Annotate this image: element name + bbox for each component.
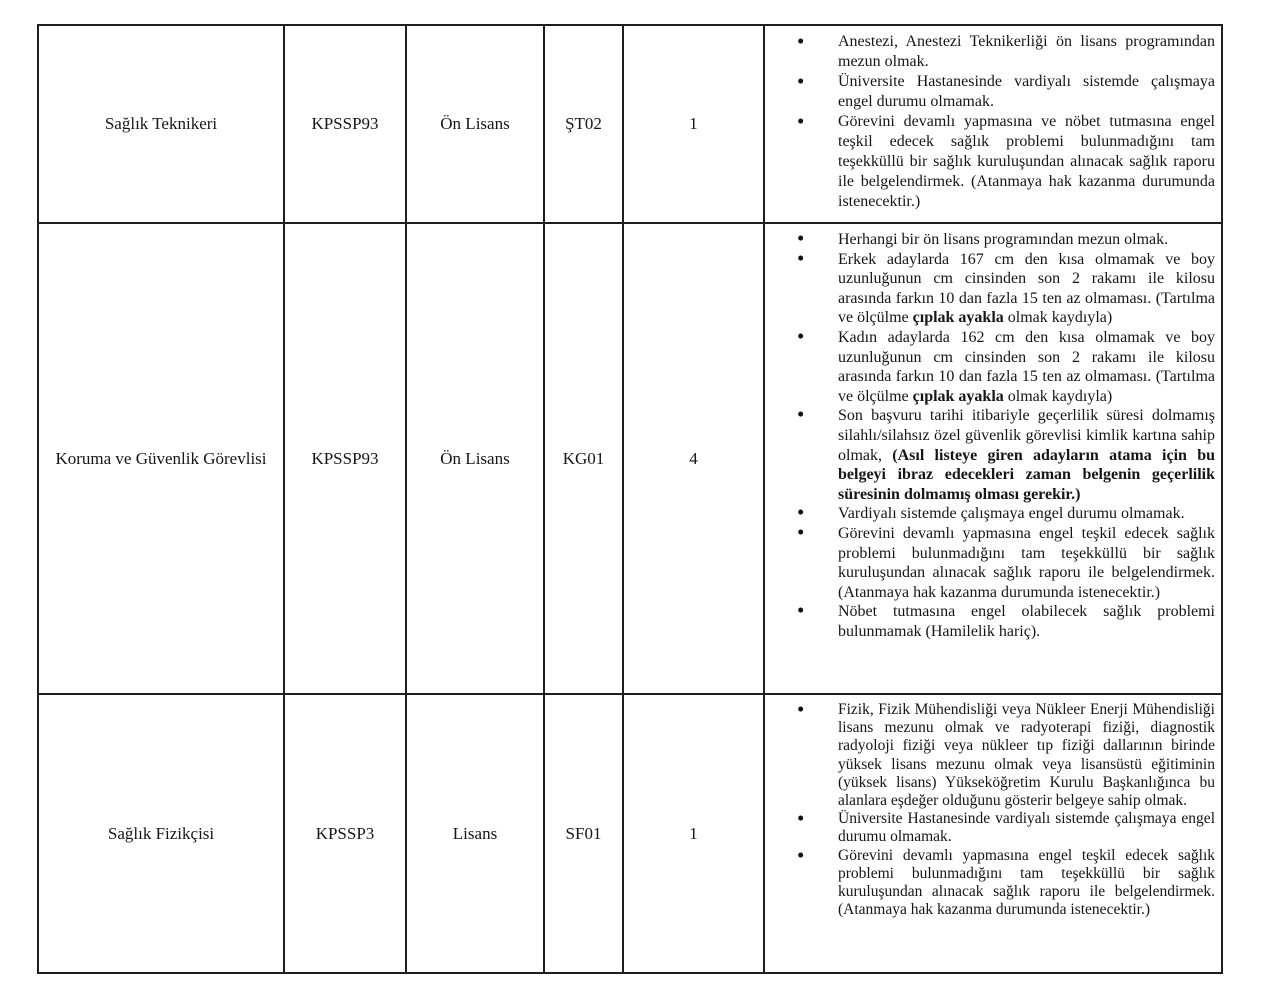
education-level-cell: Lisans bbox=[406, 694, 544, 973]
requirement-text: Üniversite Hastanesinde vardiyalı sistemde çalışmaya engel durumu olmamak. bbox=[838, 810, 1215, 846]
requirements-list bbox=[765, 32, 1215, 212]
requirement-text: Nöbet tutmasına engel olabilecek sağlık problemi bulunmamak (Hamilelik hariç). bbox=[838, 603, 1215, 640]
requirement-text: Görevini devamlı yapmasına engel teşkil edecek sağlık problemi bulunmadığını tam teşekküllü bir sağlık kuruluşundan alınacak sağlık raporu ile belgelendirmek. (Atanmaya hak kazanma durumunda istenecektir.) bbox=[838, 846, 1215, 919]
requirement-text-bold: çıplak ayakla bbox=[912, 309, 1004, 327]
position-cell: Sağlık Fizikçisi bbox=[38, 694, 284, 973]
position-code-cell: KG01 bbox=[544, 223, 623, 694]
requirement-item bbox=[838, 524, 1215, 602]
requirements-cell bbox=[764, 694, 1222, 973]
requirement-item bbox=[838, 72, 1215, 112]
table-row bbox=[38, 694, 1222, 973]
requirement-text: Görevini devamlı yapmasına ve nöbet tutmasına engel teşkil edecek sağlık problemi bulunmadığını tam teşekküllü bir sağlık kuruluşundan alınacak sağlık raporu ile belgelendirmek. (Atanmaya hak kazanma durumunda istenecektir.) bbox=[838, 113, 1215, 210]
education-level-cell: Ön Lisans bbox=[406, 223, 544, 694]
requirements-cell bbox=[764, 223, 1222, 694]
table-row bbox=[38, 223, 1222, 694]
kpss-score-cell: KPSSP93 bbox=[284, 25, 406, 223]
requirement-item bbox=[838, 250, 1215, 328]
requirement-item bbox=[838, 112, 1215, 212]
position-cell: Koruma ve Güvenlik Görevlisi bbox=[38, 223, 284, 694]
position-code-cell: ŞT02 bbox=[544, 25, 623, 223]
requirement-item bbox=[838, 701, 1215, 810]
requirement-text: olmak kaydıyla) bbox=[1003, 309, 1113, 327]
requirement-text: Fizik, Fizik Mühendisliği veya Nükleer Enerji Mühendisliği lisans mezunu olmak ve radyoterapi fiziği, diagnostik radyoloji fiziği veya nükleer tıp fiziği dallarının birinde yüksek lisans mezunu olmak veya lisansüstü eğitiminin (yüksek lisans) Yükseköğretim Kurulu Başkanlığınca bu alanlara eşdeğer olduğunu gösterir belgeye sahip olmak. bbox=[838, 701, 1215, 810]
education-level-cell: Ön Lisans bbox=[406, 25, 544, 223]
requirement-item bbox=[838, 406, 1215, 504]
position-cell: Sağlık Teknikeri bbox=[38, 25, 284, 223]
requirement-text: Görevini devamlı yapmasına engel teşkil edecek sağlık problemi bulunmadığını tam teşekküllü bir sağlık kuruluşundan alınacak sağlık raporu ile belgelendirmek. (Atanmaya hak kazanma durumunda istenecektir.) bbox=[838, 524, 1215, 601]
requirement-item bbox=[838, 230, 1215, 250]
table-row bbox=[38, 25, 1222, 223]
requirement-text-bold: çıplak ayakla bbox=[912, 387, 1004, 405]
quota-cell: 1 bbox=[623, 694, 764, 973]
kpss-score-cell: KPSSP93 bbox=[284, 223, 406, 694]
requirements-cell bbox=[764, 25, 1222, 223]
job-postings-table bbox=[37, 24, 1223, 974]
requirement-text: Vardiyalı sistemde çalışmaya engel durumu olmamak. bbox=[838, 505, 1185, 523]
requirement-item bbox=[838, 504, 1215, 524]
quota-cell: 1 bbox=[623, 25, 764, 223]
kpss-score-cell: KPSSP3 bbox=[284, 694, 406, 973]
requirement-text: Anestezi, Anestezi Teknikerliği ön lisans programından mezun olmak. bbox=[838, 33, 1215, 70]
requirements-list bbox=[765, 701, 1215, 919]
requirement-text: Herhangi bir ön lisans programından mezun olmak. bbox=[838, 231, 1169, 248]
requirement-item bbox=[838, 602, 1215, 641]
requirement-item bbox=[838, 847, 1215, 920]
requirement-text: Kadın adaylarda 162 cm den kısa olmamak ve boy uzunluğunun cm cinsinden son 2 rakamı ile kilosu arasında farkın 10 dan fazla 15 ten az olmaması. (Tartılma ve ölçülme bbox=[838, 328, 1215, 405]
position-code-cell: SF01 bbox=[544, 694, 623, 973]
requirement-text: Son başvuru tarihi itibariyle geçerlilik süresi dolmamış silahlı/silahsız özel güvenlik görevlisi kimlik kartına sahip olmak, bbox=[838, 407, 1215, 464]
requirement-text-bold: (Asıl listeye giren adayların atama için bu belgeyi ibraz edecekleri zaman belgenin geçerlilik süresinin dolmamış olması gerekir.) bbox=[838, 446, 1215, 503]
quota-cell: 4 bbox=[623, 223, 764, 694]
requirement-item bbox=[838, 810, 1215, 846]
requirement-text: Erkek adaylarda 167 cm den kısa olmamak ve boy uzunluğunun cm cinsinden son 2 rakamı ile kilosu arasında farkın 10 dan fazla 15 ten az olmaması. (Tartılma ve ölçülme bbox=[838, 250, 1215, 327]
requirements-list bbox=[765, 230, 1215, 641]
requirement-text: Üniversite Hastanesinde vardiyalı sistemde çalışmaya engel durumu olmamak. bbox=[838, 73, 1215, 110]
requirement-item bbox=[838, 32, 1215, 72]
requirement-text: olmak kaydıyla) bbox=[1003, 387, 1113, 405]
requirement-item bbox=[838, 328, 1215, 406]
